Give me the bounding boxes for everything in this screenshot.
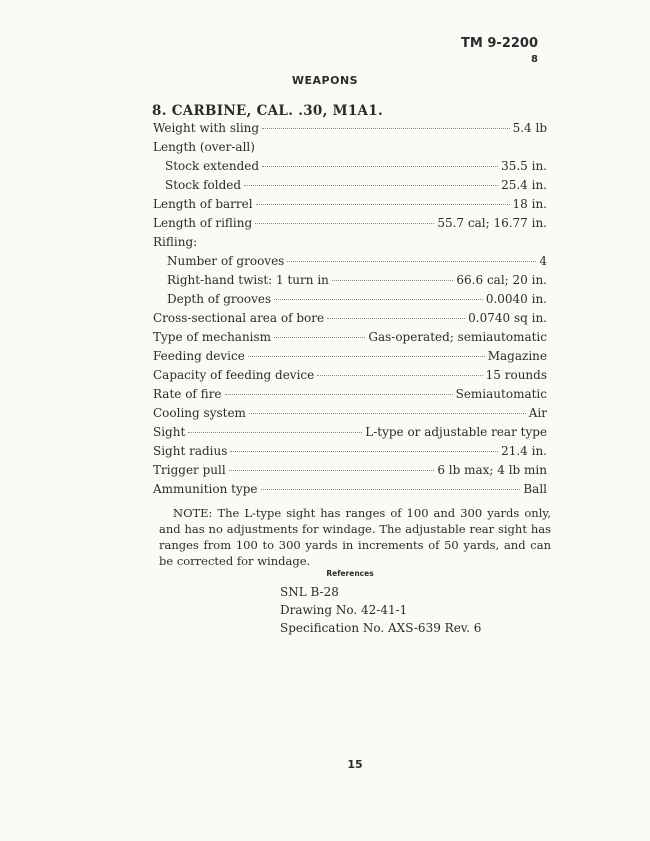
references-list	[280, 583, 481, 637]
spec-row	[153, 330, 547, 349]
spec-value: 4	[539, 254, 547, 268]
reference-item: Drawing No. 42-41-1	[280, 603, 408, 617]
spec-label: Rifling:	[153, 235, 198, 249]
spec-row	[153, 406, 547, 425]
spec-label: Right-hand twist: 1 turn in	[167, 273, 329, 287]
spec-label: Number of grooves	[167, 254, 285, 268]
spec-row	[153, 121, 547, 140]
section-number: 8	[531, 54, 538, 65]
spec-row	[153, 235, 547, 254]
reference-item: Specification No. AXS-639 Rev. 6	[280, 621, 482, 635]
spec-row	[153, 482, 547, 501]
tm-header	[461, 36, 538, 68]
spec-row	[153, 425, 547, 444]
spec-row	[153, 387, 547, 406]
note-paragraph: NOTE: The L-type sight has ranges of 100 and 300 yards only, and has no adjustments for windage. The adjustable rear sight has ranges from 100 to 300 yards in increments of 50 yards, and can be corrected for windage.	[159, 506, 551, 568]
item-title: 8. CARBINE, CAL. .30, M1A1.	[152, 103, 383, 119]
spec-value: 55.7 cal; 16.77 in.	[437, 216, 547, 230]
spec-label: Sight	[153, 425, 186, 439]
dot-leader	[225, 394, 453, 395]
spec-value: 15 rounds	[485, 368, 547, 382]
dot-leader	[256, 204, 510, 205]
reference-item: SNL B-28	[280, 585, 339, 599]
dot-leader	[274, 299, 483, 300]
dot-leader	[332, 280, 454, 281]
spec-label: Length of barrel	[153, 197, 253, 211]
spec-label: Length of rifling	[153, 216, 253, 230]
spec-row	[153, 349, 547, 368]
spec-value: 21.4 in.	[501, 444, 547, 458]
dot-leader	[244, 185, 498, 186]
spec-label: Feeding device	[153, 349, 245, 363]
spec-row	[153, 292, 547, 311]
spec-value: Ball	[523, 482, 547, 496]
spec-value: Magazine	[487, 349, 547, 363]
specifications-list	[153, 121, 547, 501]
dot-leader	[261, 489, 521, 490]
spec-label: Trigger pull	[153, 463, 226, 477]
dot-leader	[248, 356, 485, 357]
dot-leader	[327, 318, 465, 319]
spec-row	[153, 368, 547, 387]
dot-leader	[249, 413, 526, 414]
spec-label: Depth of grooves	[167, 292, 272, 306]
dot-leader	[262, 166, 498, 167]
spec-label: Cross-sectional area of bore	[153, 311, 325, 325]
spec-row	[153, 140, 547, 159]
spec-row	[153, 254, 547, 273]
spec-row	[153, 216, 547, 235]
tm-number: TM 9-2200	[461, 36, 538, 51]
spec-value: 66.6 cal; 20 in.	[456, 273, 547, 287]
spec-value: 0.0740 sq in.	[468, 311, 547, 325]
spec-value: Air	[528, 406, 547, 420]
spec-label: Cooling system	[153, 406, 246, 420]
spec-value: 6 lb max; 4 lb min	[437, 463, 547, 477]
spec-label: Ammunition type	[153, 482, 258, 496]
spec-value: Semiautomatic	[455, 387, 547, 401]
references-heading: References	[326, 569, 374, 578]
spec-label: Stock folded	[165, 178, 242, 192]
spec-value: 25.4 in.	[501, 178, 547, 192]
dot-leader	[262, 128, 510, 129]
spec-row	[153, 159, 547, 178]
dot-leader	[255, 223, 434, 224]
dot-leader	[229, 470, 435, 471]
spec-label: Rate of fire	[153, 387, 222, 401]
spec-label: Sight radius	[153, 444, 228, 458]
spec-label: Length (over-all)	[153, 140, 255, 154]
spec-value: 5.4 lb	[512, 121, 547, 135]
spec-row	[153, 178, 547, 197]
spec-label: Stock extended	[165, 159, 260, 173]
spec-row	[153, 444, 547, 463]
spec-label: Type of mechanism	[153, 330, 272, 344]
dot-leader	[230, 451, 498, 452]
spec-value: L-type or adjustable rear type	[365, 425, 547, 439]
spec-value: 18 in.	[512, 197, 547, 211]
dot-leader	[188, 432, 362, 433]
spec-label: Capacity of feeding device	[153, 368, 315, 382]
spec-row	[153, 463, 547, 482]
dot-leader	[317, 375, 482, 376]
page-number: 15	[347, 758, 363, 771]
spec-row	[153, 197, 547, 216]
spec-row	[153, 311, 547, 330]
spec-label: Weight with sling	[153, 121, 260, 135]
spec-value: 0.0040 in.	[485, 292, 547, 306]
dot-leader	[274, 337, 365, 338]
spec-value: 35.5 in.	[501, 159, 547, 173]
spec-value: Gas-operated; semiautomatic	[368, 330, 547, 344]
dot-leader	[287, 261, 536, 262]
spec-row	[153, 273, 547, 292]
section-heading: WEAPONS	[291, 74, 359, 87]
